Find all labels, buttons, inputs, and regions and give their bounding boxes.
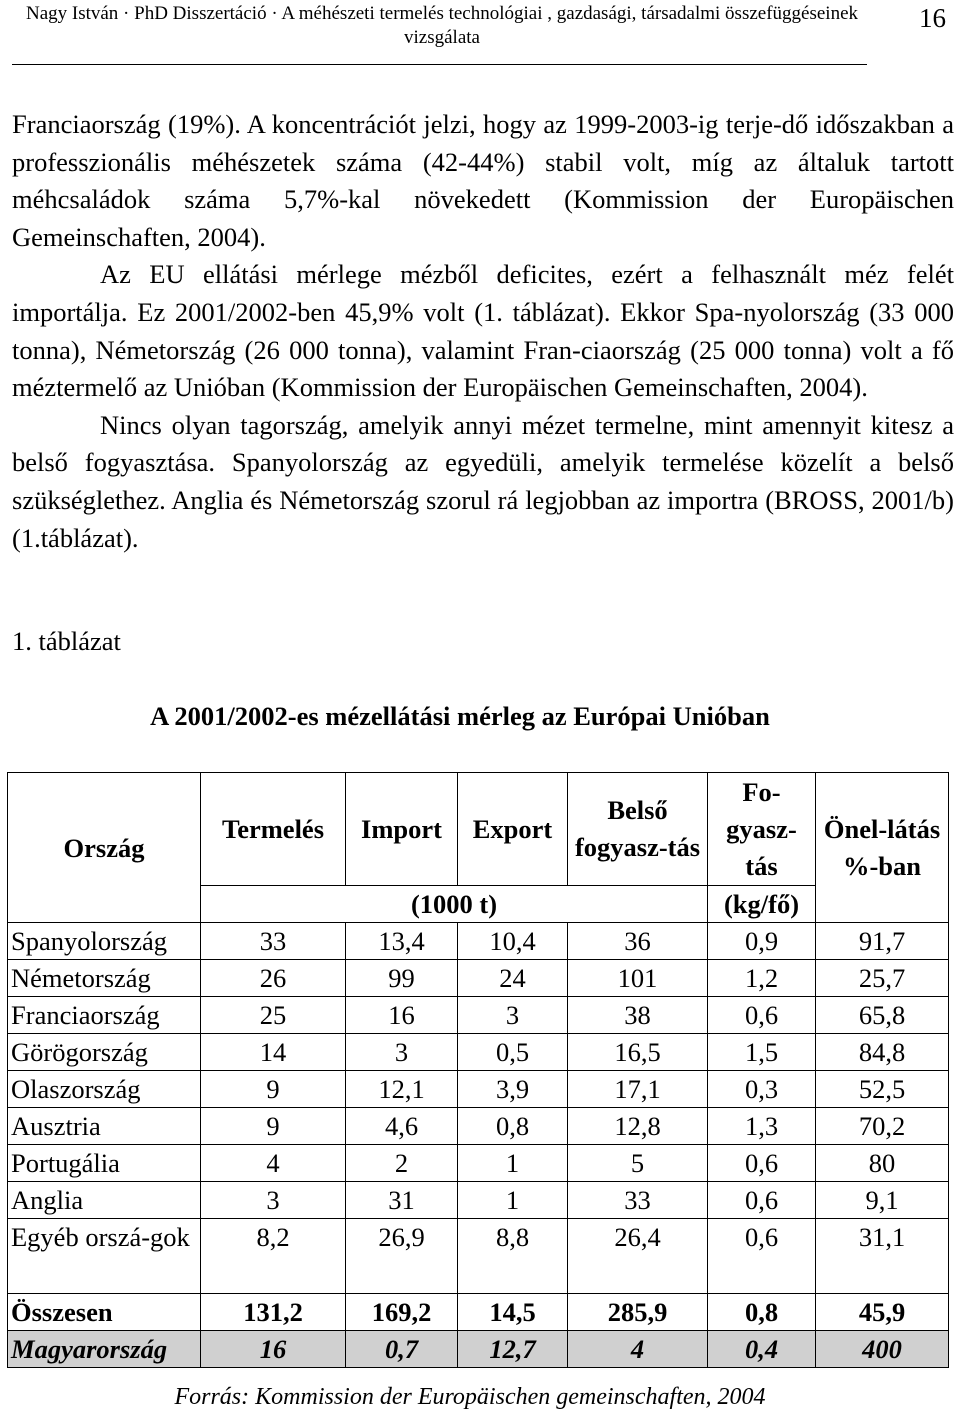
cell-country: Franciaország xyxy=(8,997,201,1034)
cell-value: 84,8 xyxy=(816,1034,949,1071)
header-per-capita: Fo-gyasz-tás xyxy=(708,773,816,886)
cell-value: 25,7 xyxy=(816,960,949,997)
paragraph-1: Franciaország (19%). A koncentrációt jelzi, hogy az 1999-2003-ig terje-dő időszakban a professzionális méhészetek száma (42-44%) stabil volt, míg az általuk tartott méhcsaládok száma 5,7%-kal növekedett (Kommission der Europäischen Gemeinschaften, 2004). xyxy=(12,109,954,252)
cell-value: 400 xyxy=(816,1331,949,1368)
header-production: Termelés xyxy=(201,773,346,886)
table-row xyxy=(8,1108,949,1145)
paragraph-2: Az EU ellátási mérlege mézből deficites, ezért a felhasznált méz felét importálja. Ez 2001/2002-ben 45,9% volt (1. táblázat). Ekkor Spa-nyolország (33 000 tonna), Németország (26 000 tonna), valamint Fran-ciaország (25 000 tonna) volt a fő méztermelő az Unióban (Kommission der Europäischen Gemeinschaften, 2004). xyxy=(12,259,954,403)
cell-value: 26,4 xyxy=(568,1219,708,1294)
cell-value: 0,4 xyxy=(708,1331,816,1368)
cell-value: 3,9 xyxy=(458,1071,568,1108)
cell-value: 65,8 xyxy=(816,997,949,1034)
cell-value: 38 xyxy=(568,997,708,1034)
cell-country: Olaszország xyxy=(8,1071,201,1108)
cell-value: 3 xyxy=(458,997,568,1034)
cell-value: 0,6 xyxy=(708,1219,816,1294)
cell-value: 70,2 xyxy=(816,1108,949,1145)
cell-country: Ausztria xyxy=(8,1108,201,1145)
table-row xyxy=(8,923,949,960)
paragraph-3: Nincs olyan tagország, amelyik annyi mézet termelne, mint amennyit kitesz a belső fogyasztása. Spanyolország az egyedüli, amelyik termelése közelít a belső szükséglethez. Anglia és Németország szorul rá legjobban az importra (BROSS, 2001/b) (1.táblázat). xyxy=(12,409,954,553)
cell-value: 0,7 xyxy=(346,1331,458,1368)
cell-value: 16 xyxy=(346,997,458,1034)
header-rule xyxy=(12,64,867,65)
cell-value: 45,9 xyxy=(816,1294,949,1331)
cell-country: Magyarország xyxy=(8,1331,201,1368)
header-country: Ország xyxy=(8,773,201,923)
cell-value: 17,1 xyxy=(568,1071,708,1108)
cell-value: 3 xyxy=(201,1182,346,1219)
body-text xyxy=(12,106,954,557)
table-row xyxy=(8,997,949,1034)
header-export: Export xyxy=(458,773,568,886)
cell-value: 16,5 xyxy=(568,1034,708,1071)
cell-value: 0,6 xyxy=(708,997,816,1034)
header-consumption: Belső fogyasz-tás xyxy=(568,773,708,886)
table-row xyxy=(8,1219,949,1294)
cell-country: Spanyolország xyxy=(8,923,201,960)
table-row xyxy=(8,960,949,997)
table-title: A 2001/2002-es mézellátási mérleg az Európai Unióban xyxy=(150,701,770,731)
cell-value: 0,3 xyxy=(708,1071,816,1108)
cell-country: Görögország xyxy=(8,1034,201,1071)
cell-country: Összesen xyxy=(8,1294,201,1331)
cell-value: 12,8 xyxy=(568,1108,708,1145)
table-row xyxy=(8,1071,949,1108)
cell-value: 9 xyxy=(201,1071,346,1108)
table-row xyxy=(8,1034,949,1071)
unit-1000t: (1000 t) xyxy=(201,886,708,923)
page-number: 16 xyxy=(919,3,946,33)
total-row xyxy=(8,1294,949,1331)
cell-value: 80 xyxy=(816,1145,949,1182)
cell-value: 3 xyxy=(346,1034,458,1071)
cell-value: 33 xyxy=(201,923,346,960)
cell-value: 285,9 xyxy=(568,1294,708,1331)
table-body xyxy=(8,923,949,1368)
cell-value: 24 xyxy=(458,960,568,997)
cell-value: 169,2 xyxy=(346,1294,458,1331)
cell-value: 1 xyxy=(458,1182,568,1219)
cell-value: 14,5 xyxy=(458,1294,568,1331)
cell-value: 91,7 xyxy=(816,923,949,960)
cell-value: 1,5 xyxy=(708,1034,816,1071)
cell-value: 2 xyxy=(346,1145,458,1182)
cell-value: 12,1 xyxy=(346,1071,458,1108)
cell-value: 0,6 xyxy=(708,1145,816,1182)
header-import: Import xyxy=(346,773,458,886)
cell-value: 10,4 xyxy=(458,923,568,960)
cell-value: 52,5 xyxy=(816,1071,949,1108)
cell-value: 26,9 xyxy=(346,1219,458,1294)
cell-value: 131,2 xyxy=(201,1294,346,1331)
cell-value: 12,7 xyxy=(458,1331,568,1368)
cell-value: 4 xyxy=(201,1145,346,1182)
cell-value: 26 xyxy=(201,960,346,997)
cell-value: 4 xyxy=(568,1331,708,1368)
table-header-row xyxy=(8,773,949,886)
cell-country: Egyéb orszá-gok xyxy=(8,1219,201,1294)
honey-balance-table xyxy=(7,772,949,1368)
cell-country: Anglia xyxy=(8,1182,201,1219)
cell-value: 1,3 xyxy=(708,1108,816,1145)
table-row xyxy=(8,1182,949,1219)
cell-value: 5 xyxy=(568,1145,708,1182)
cell-value: 1 xyxy=(458,1145,568,1182)
cell-value: 31 xyxy=(346,1182,458,1219)
cell-value: 1,2 xyxy=(708,960,816,997)
cell-value: 101 xyxy=(568,960,708,997)
cell-value: 4,6 xyxy=(346,1108,458,1145)
header-self-sufficiency: Önel-látás %-ban xyxy=(816,773,949,923)
running-header xyxy=(0,0,960,72)
cell-value: 31,1 xyxy=(816,1219,949,1294)
cell-value: 9 xyxy=(201,1108,346,1145)
table-row xyxy=(8,1145,949,1182)
cell-value: 0,9 xyxy=(708,923,816,960)
hungary-row xyxy=(8,1331,949,1368)
cell-value: 14 xyxy=(201,1034,346,1071)
cell-value: 0,8 xyxy=(458,1108,568,1145)
cell-value: 99 xyxy=(346,960,458,997)
cell-value: 0,6 xyxy=(708,1182,816,1219)
cell-value: 16 xyxy=(201,1331,346,1368)
table-source: Forrás: Kommission der Europäischen gemeinschaften, 2004 xyxy=(174,1384,766,1410)
cell-value: 13,4 xyxy=(346,923,458,960)
cell-country: Portugália xyxy=(8,1145,201,1182)
cell-value: 8,8 xyxy=(458,1219,568,1294)
cell-value: 8,2 xyxy=(201,1219,346,1294)
cell-value: 0,8 xyxy=(708,1294,816,1331)
cell-value: 36 xyxy=(568,923,708,960)
header-title: Nagy István · PhD Disszertáció · A méhészeti termelés technológiai , gazdasági, társadalmi összefüggéseinek vizsgálata xyxy=(25,3,859,48)
cell-value: 0,5 xyxy=(458,1034,568,1071)
cell-value: 9,1 xyxy=(816,1182,949,1219)
cell-value: 33 xyxy=(568,1182,708,1219)
cell-value: 25 xyxy=(201,997,346,1034)
unit-kg-per-capita: (kg/fő) xyxy=(708,886,816,923)
cell-country: Németország xyxy=(8,960,201,997)
table-label: 1. táblázat xyxy=(12,626,121,656)
